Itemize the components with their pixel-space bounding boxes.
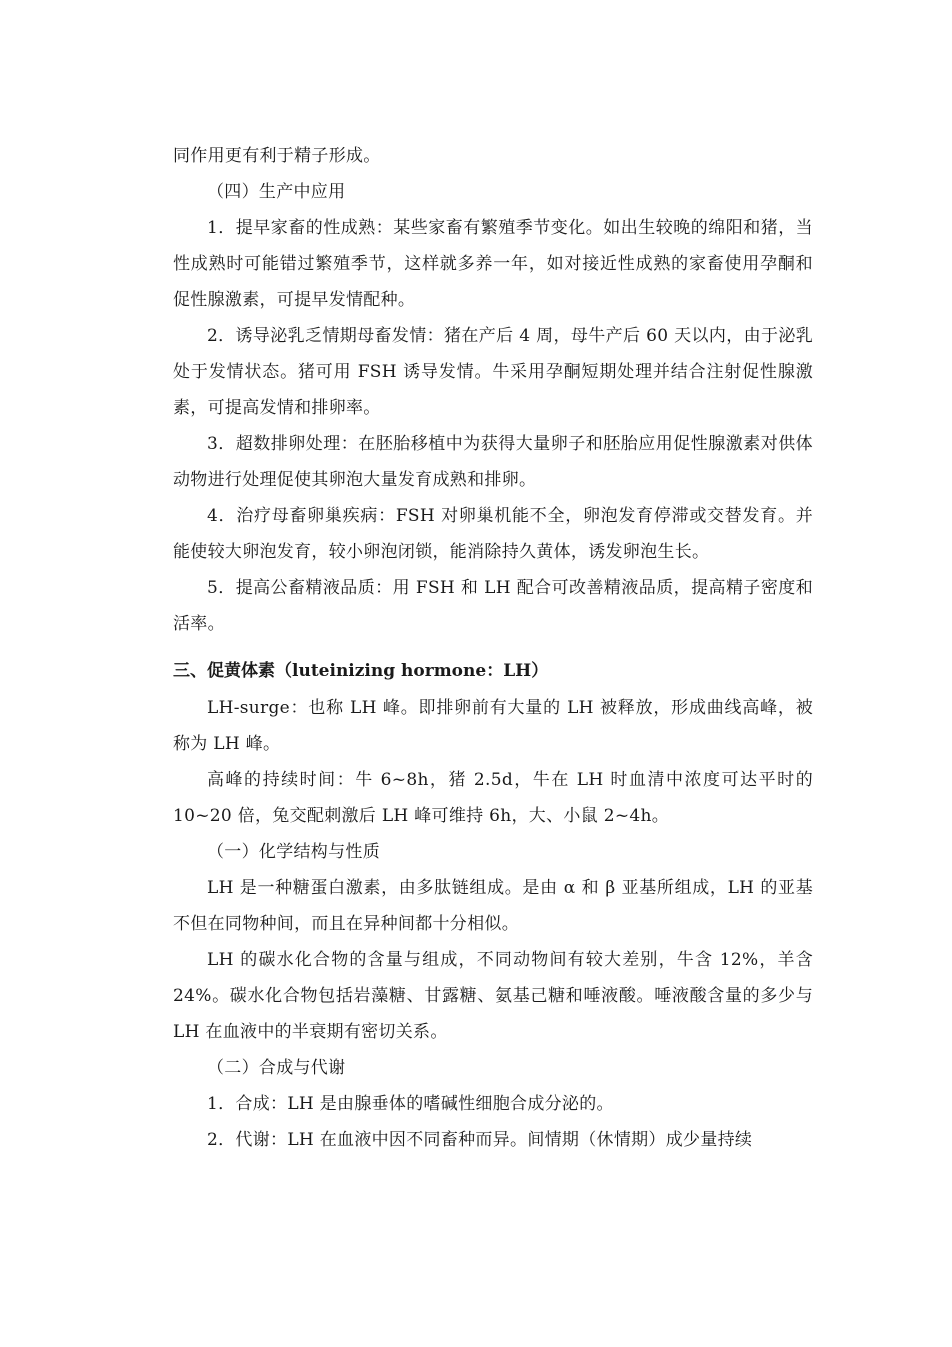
paragraph-induce-estrus: 2．诱导泌乳乏情期母畜发情：猪在产后 4 周，母牛产后 60 天以内，由于泌乳处于发情状态。猪可用 FSH 诱导发情。牛采用孕酮短期处理并结合注射促性腺激素，可提高发情和排卵率。 bbox=[173, 326, 813, 418]
section-heading-lh: 三、促黄体素（luteinizing hormone：LH） bbox=[173, 661, 549, 681]
subheading-chemical-structure: （一）化学结构与性质 bbox=[207, 842, 380, 862]
paragraph-peak-duration: 高峰的持续时间：牛 6~8h，猪 2.5d，牛在 LH 时血清中浓度可达平时的 10~20 倍，兔交配刺激后 LH 峰可维持 6h，大、小鼠 2~4h。 bbox=[173, 770, 813, 826]
paragraph-superovulation: 3．超数排卵处理：在胚胎移植中为获得大量卵子和胚胎应用促性腺激素对供体动物进行处理促使其卵泡大量发育成熟和排卵。 bbox=[173, 434, 813, 490]
paragraph-glycoprotein: LH 是一种糖蛋白激素，由多肽链组成。是由 α 和 β 亚基所组成，LH 的亚基不但在同物种间，而且在异种间都十分相似。 bbox=[173, 878, 813, 934]
paragraph-metabolism: 2．代谢：LH 在血液中因不同畜种而异。间情期（休情期）成少量持续 bbox=[207, 1130, 753, 1150]
paragraph-synthesis: 1．合成：LH 是由腺垂体的嗜碱性细胞合成分泌的。 bbox=[207, 1094, 614, 1114]
paragraph-semen-quality: 5．提高公畜精液品质：用 FSH 和 LH 配合可改善精液品质，提高精子密度和活率。 bbox=[173, 578, 813, 634]
paragraph-continuation: 同作用更有利于精子形成。 bbox=[173, 146, 381, 166]
subheading-synthesis-metabolism: （二）合成与代谢 bbox=[207, 1058, 346, 1078]
paragraph-ovarian-disease: 4．治疗母畜卵巢疾病：FSH 对卵巢机能不全，卵泡发育停滞或交替发育。并能使较大卵泡发育，较小卵泡闭锁，能消除持久黄体，诱发卵泡生长。 bbox=[173, 506, 813, 562]
subheading-production-application: （四）生产中应用 bbox=[207, 182, 346, 202]
paragraph-lh-surge: LH-surge：也称 LH 峰。即排卵前有大量的 LH 被释放，形成曲线高峰，被称为 LH 峰。 bbox=[173, 698, 813, 754]
paragraph-early-puberty: 1．提早家畜的性成熟：某些家畜有繁殖季节变化。如出生较晚的绵阳和猪，当性成熟时可能错过繁殖季节，这样就多养一年，如对接近性成熟的家畜使用孕酮和促性腺激素，可提早发情配种。 bbox=[173, 218, 813, 310]
document-body bbox=[173, 138, 813, 1158]
paragraph-carbohydrate: LH 的碳水化合物的含量与组成，不同动物间有较大差别，牛含 12%，羊含 24%。碳水化合物包括岩藻糖、甘露糖、氨基己糖和唾液酸。唾液酸含量的多少与 LH 在血液中的半衰期有密切关系。 bbox=[173, 950, 813, 1042]
